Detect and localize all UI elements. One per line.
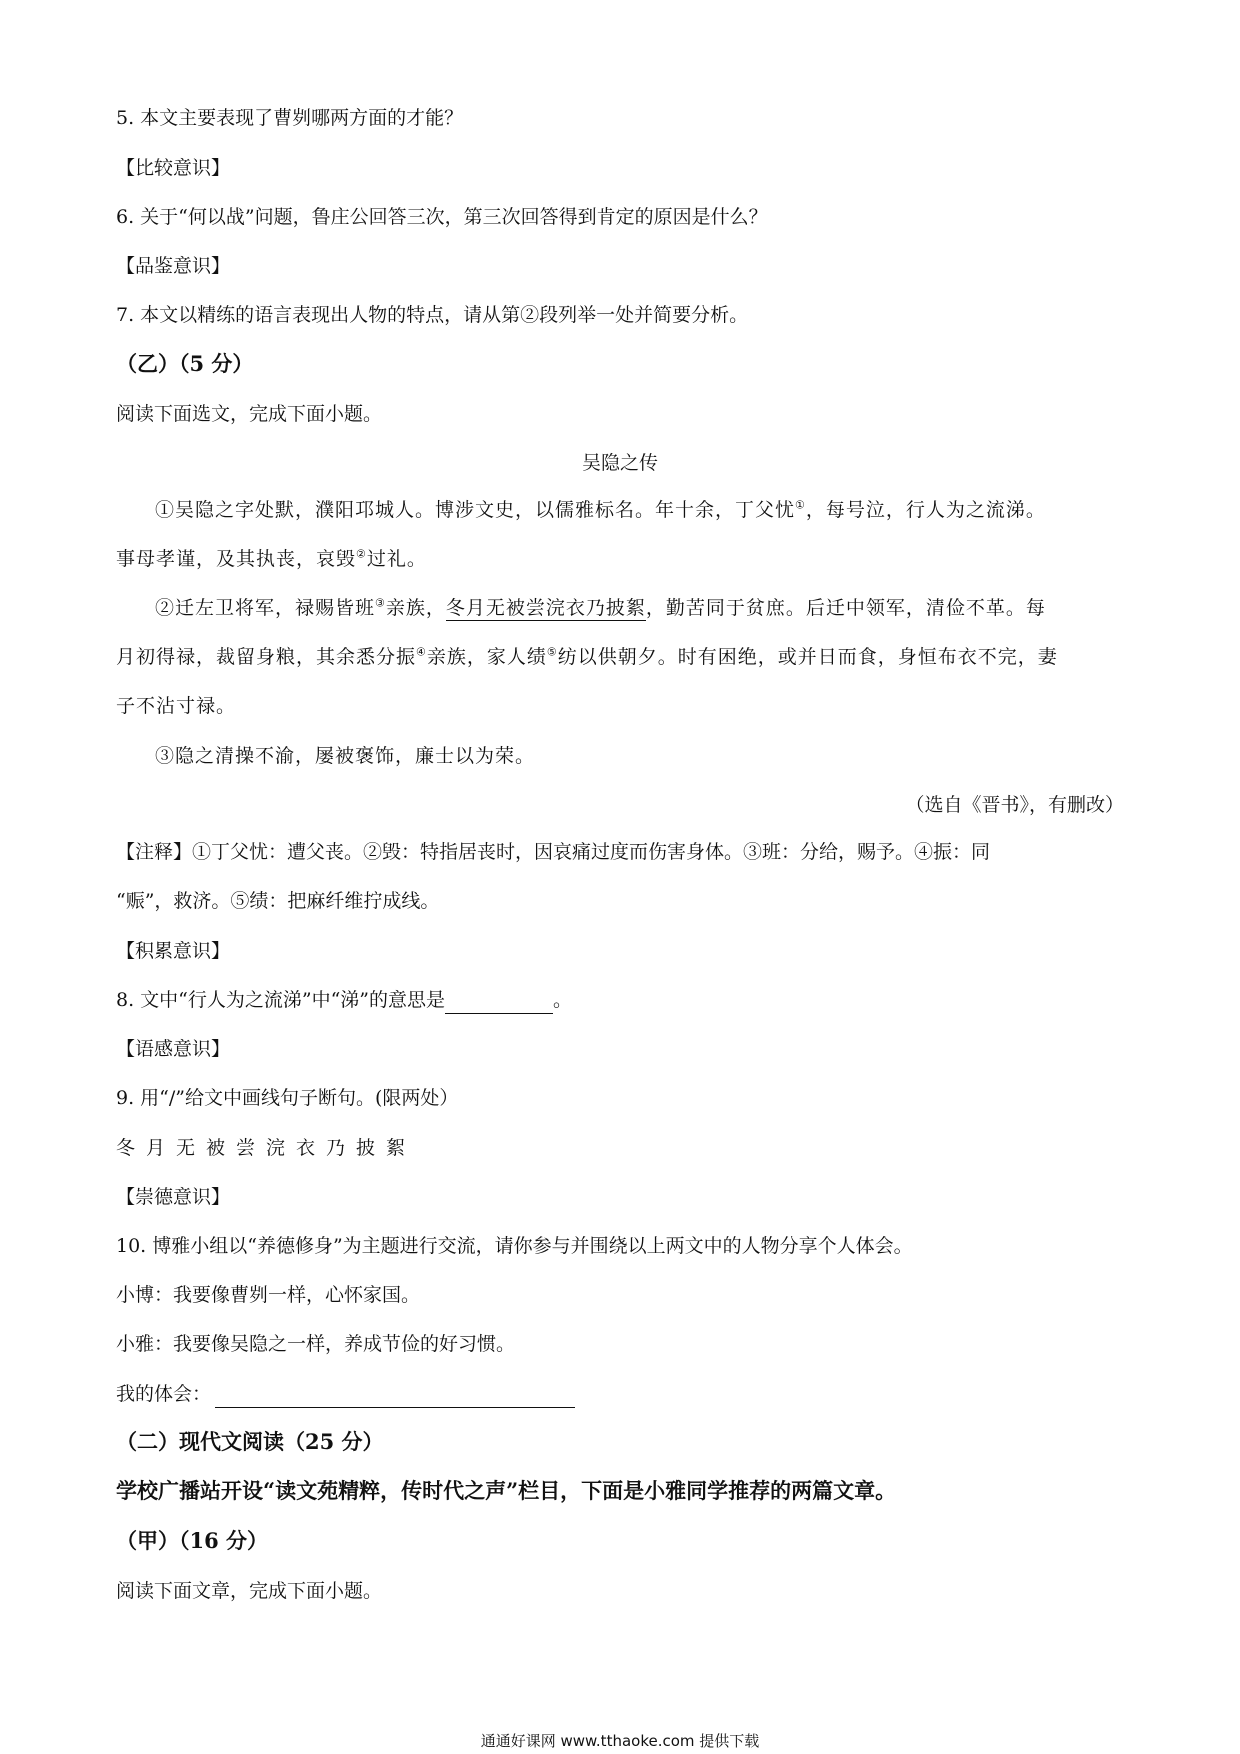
passage-paragraph-3: ③隐之清操不渝，屡被褒饰，廉士以为荣。 [155, 745, 536, 767]
answer-blank[interactable] [215, 1385, 575, 1408]
answer-blank[interactable] [445, 991, 553, 1014]
passage-paragraph-2-line-2 [116, 643, 1058, 671]
text: 。 [553, 989, 573, 1011]
section-heading-modern: （二）现代文阅读（25 分） [116, 1429, 384, 1454]
text: ②迁左卫将军，禄赐皆班 [155, 597, 376, 619]
xiaoya-statement: 小雅：我要像吴隐之一样，养成节俭的好习惯。 [116, 1333, 516, 1355]
passage-paragraph-2-line-3: 子不沾寸禄。 [116, 695, 237, 717]
text: 我的体会： [116, 1383, 212, 1405]
footnote-marker: ④ [416, 645, 427, 659]
read-instruction-2: 阅读下面文章，完成下面小题。 [116, 1580, 383, 1602]
question-9: 9. 用“/”给文中画线句子断句。(限两处） [116, 1087, 459, 1109]
passage-paragraph-1-line-2 [116, 545, 427, 573]
section-label-appreciate: 【品鉴意识】 [116, 255, 231, 277]
footnote-marker: ③ [375, 596, 386, 610]
question-6: 6. 关于“何以战”问题，鲁庄公回答三次，第三次回答得到肯定的原因是什么？ [116, 206, 768, 228]
text: 8. 文中“行人为之流涕”中“涕”的意思是 [116, 989, 446, 1011]
text: ，每号泣，行人为之流涕。 [805, 499, 1046, 521]
section-heading-yi: （乙）（5 分） [116, 351, 254, 376]
question-8 [116, 986, 572, 1014]
question-10: 10. 博雅小组以“养德修身”为主题进行交流，请你参与并围绕以上两文中的人物分享个人体会。 [116, 1235, 913, 1257]
question-5: 5. 本文主要表现了曹刿哪两方面的才能？ [116, 107, 464, 129]
underlined-sentence: 冬月无被尝浣衣乃披絮 [445, 597, 646, 619]
footnote-marker: ⑤ [546, 645, 558, 659]
question-7: 7. 本文以精练的语言表现出人物的特点，请从第②段列举一处并简要分析。 [116, 304, 749, 326]
question-9-sentence: 冬月无被尝浣衣乃披絮 [116, 1137, 417, 1159]
passage-paragraph-1-line-1 [155, 496, 1046, 524]
section-label-virtue: 【崇德意识】 [116, 1186, 231, 1208]
broadcast-intro: 学校广播站开设“读文苑精粹，传时代之声”栏目，下面是小雅同学推荐的两篇文章。 [116, 1478, 897, 1503]
text: 亲族， [385, 597, 446, 619]
section-heading-jia: （甲）（16 分） [116, 1528, 269, 1553]
text: 月初得禄，裁留身粮，其余悉分振 [116, 646, 417, 668]
section-label-accumulate: 【积累意识】 [116, 940, 231, 962]
notes-line-2: “赈”，救济。⑤绩：把麻纤维拧成线。 [116, 890, 440, 912]
text: ①吴隐之字处默，濮阳邛城人。博涉文史，以儒雅标名。年十余，丁父忧 [155, 499, 796, 521]
section-label-language: 【语感意识】 [116, 1038, 231, 1060]
page-footer: 通通好课网 www.tthaoke.com 提供下载 [480, 1732, 760, 1750]
notes-line-1: 【注释】①丁父忧：遭父丧。②毁：特指居丧时，因哀痛过度而伤害身体。③班：分给，赐予。④振：同 [116, 841, 991, 863]
section-label-compare: 【比较意识】 [116, 157, 231, 179]
text: 事母孝谨，及其执丧，哀毁 [116, 548, 357, 570]
footnote-marker: ① [795, 498, 806, 512]
text: 过礼。 [366, 548, 427, 570]
passage-source: （选自《晋书》，有删改） [905, 794, 1124, 816]
text: 亲族，家人绩 [426, 646, 547, 668]
text: 纺以供朝夕。时有困绝，或并日而食，身恒布衣不完，妻 [557, 646, 1058, 668]
read-instruction: 阅读下面选文，完成下面小题。 [116, 403, 383, 425]
my-feeling [116, 1380, 575, 1408]
passage-paragraph-2-line-1 [155, 594, 1046, 622]
text: ，勤苦同于贫庶。后迁中领军，清俭不革。每 [645, 597, 1046, 619]
xiaobo-statement: 小博：我要像曹刿一样，心怀家国。 [116, 1284, 421, 1306]
footnote-marker: ② [356, 547, 367, 561]
passage-title: 吴隐之传 [581, 452, 658, 474]
